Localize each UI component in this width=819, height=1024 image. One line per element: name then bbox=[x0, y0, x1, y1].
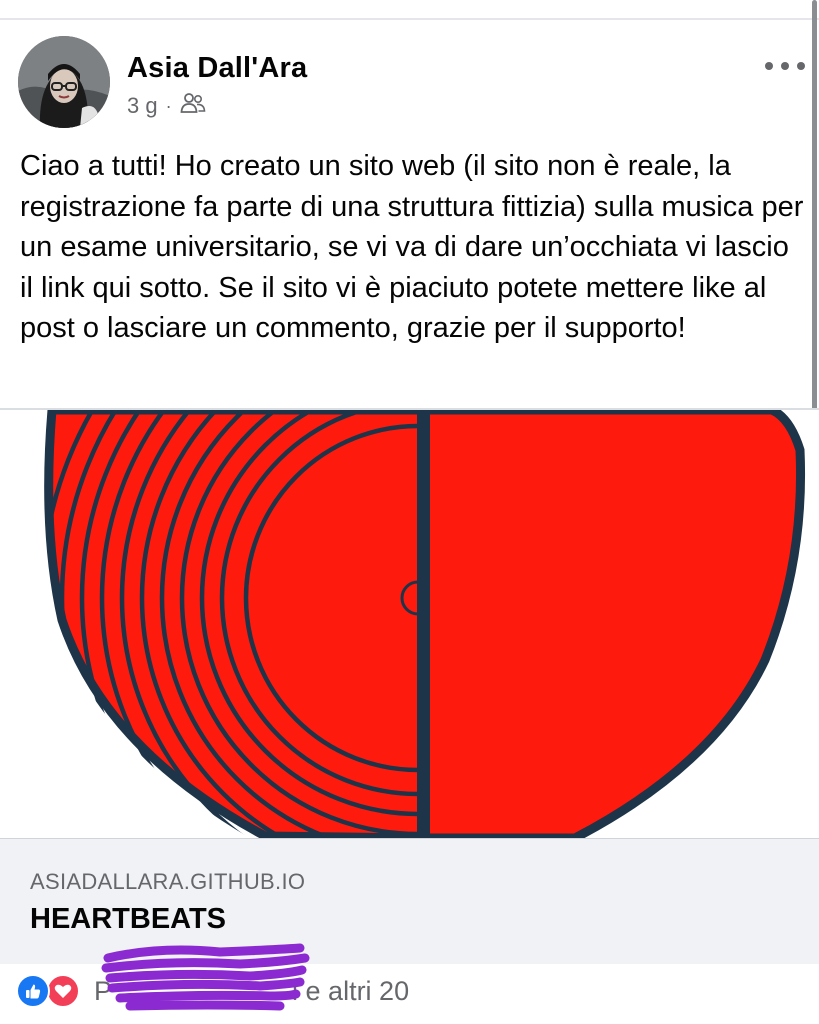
reaction-icons[interactable] bbox=[16, 974, 88, 1010]
post-header bbox=[0, 20, 819, 140]
heart-vinyl-illustration bbox=[0, 410, 819, 838]
link-title: HEARTBEATS bbox=[30, 903, 227, 935]
meta-separator: · bbox=[165, 95, 172, 116]
reaction-name-start: P bbox=[94, 976, 113, 1006]
reaction-name-end: i bbox=[292, 976, 299, 1006]
avatar[interactable] bbox=[18, 36, 110, 128]
reactions-bar[interactable] bbox=[14, 966, 819, 1016]
link-domain: ASIADALLARA.GITHUB.IO bbox=[30, 869, 306, 894]
love-icon bbox=[46, 974, 80, 1008]
friends-icon[interactable] bbox=[180, 92, 206, 120]
like-icon bbox=[16, 974, 50, 1008]
more-horizontal-icon bbox=[765, 62, 773, 70]
bottom-edge bbox=[0, 1016, 819, 1024]
reaction-count: e altri 20 bbox=[305, 976, 410, 1006]
post-meta bbox=[127, 92, 206, 120]
post-time[interactable]: 3 g bbox=[127, 93, 158, 118]
redaction-scribble bbox=[100, 938, 310, 1016]
more-options-button[interactable] bbox=[765, 54, 805, 78]
author-name[interactable]: Asia Dall'Ara bbox=[127, 52, 308, 84]
post-image[interactable] bbox=[0, 410, 819, 838]
avatar-image bbox=[18, 36, 110, 128]
post-text: Ciao a tutti! Ho creato un sito web (il sito non è reale, la registrazione fa parte di una struttura fittizia) sulla musica per un esame universitario, se vi va di dare un’occhiata vi lascio il link qui sotto. Se il sito vi è piaciuto potete mettere like al post o lasciare un commento, grazie per il supporto! bbox=[20, 150, 804, 344]
